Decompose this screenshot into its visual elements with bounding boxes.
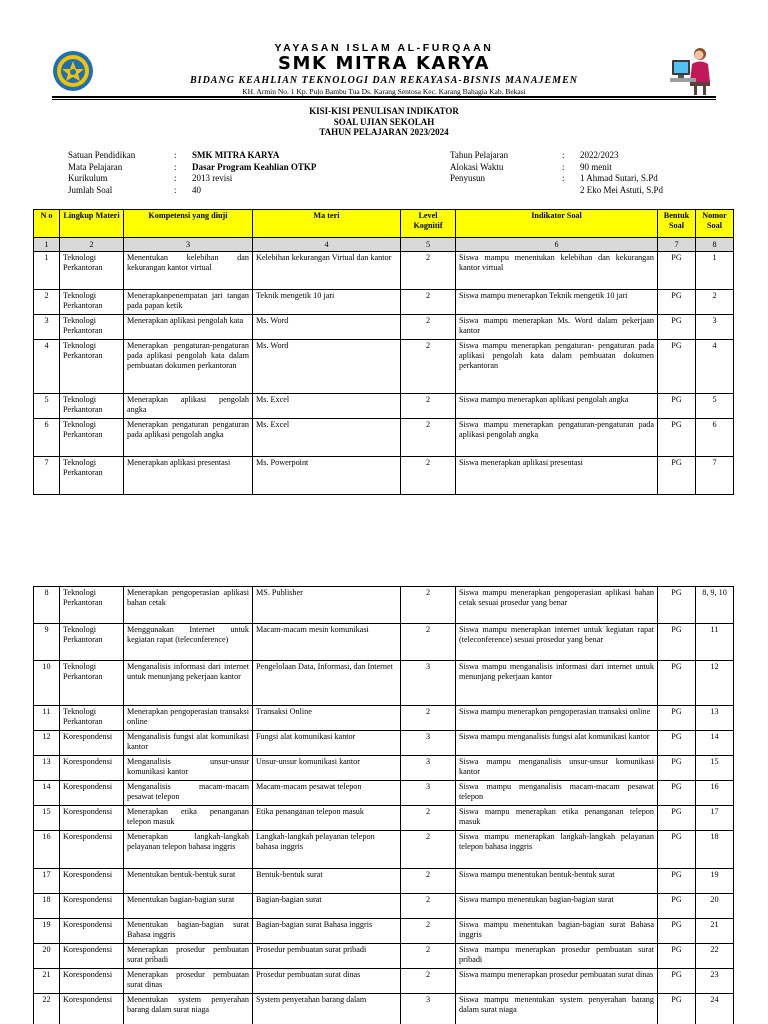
table-row: [34, 806, 734, 831]
table-row: [34, 731, 734, 756]
materi-cell: Langkah-langkah pelayanan telepon bahasa inggris: [253, 831, 401, 869]
indikator-soal-cell: Siswa mampu menerapkan pengaturan- pengaturan pada aplikasi pengolah kata dalam pembuatan dokumen perkantoran: [456, 340, 658, 394]
info-value: 40: [192, 185, 201, 196]
lingkup-materi-cell: Teknologi Perkantoran: [60, 457, 124, 495]
row-number-cell: 11: [34, 706, 60, 731]
nomor-soal-cell: 7: [696, 457, 734, 495]
indikator-soal-cell: Siswa mampu menerapkan langkah-langkah pelayanan telepon bahasa inggris: [456, 831, 658, 869]
materi-cell: Teknik mengetik 10 jari: [253, 290, 401, 315]
letterhead: [0, 0, 768, 104]
materi-cell: Prosedur pembuatan surat pribadi: [253, 944, 401, 969]
title-line-2: SOAL UJIAN SEKOLAH: [333, 116, 435, 127]
indikator-soal-cell: Siswa mampu menerapkan pengoperasian transaksi online: [456, 706, 658, 731]
info-row: [450, 173, 663, 185]
table-row: [34, 340, 734, 394]
indikator-soal-cell: Siswa mampu menerapkan aplikasi pengolah angka: [456, 394, 658, 419]
info-separator: :: [174, 161, 177, 172]
bentuk-soal-cell: PG: [658, 290, 696, 315]
bentuk-soal-cell: PG: [658, 969, 696, 994]
table-row: [34, 756, 734, 781]
materi-cell: Bagian-bagian surat Bahasa inggris: [253, 919, 401, 944]
level-kognitif-cell: 2: [401, 315, 456, 340]
bentuk-soal-cell: PG: [658, 457, 696, 495]
row-number-cell: 12: [34, 731, 60, 756]
level-kognitif-cell: 2: [401, 869, 456, 894]
bentuk-soal-cell: PG: [658, 661, 696, 706]
nomor-soal-cell: 13: [696, 706, 734, 731]
info-value: Dasar Program Keahlian OTKP: [192, 161, 317, 172]
nomor-soal-cell: 8, 9, 10: [696, 587, 734, 624]
indikator-soal-cell: Siswa mampu menerapkan Ms. Word dalam pekerjaan kantor: [456, 315, 658, 340]
row-number-cell: 9: [34, 624, 60, 661]
materi-cell: Bagian-bagian surat: [253, 894, 401, 919]
level-kognitif-cell: 2: [401, 944, 456, 969]
lingkup-materi-cell: Korespondensi: [60, 831, 124, 869]
materi-cell: Ms. Word: [253, 315, 401, 340]
kompetensi-cell: Menentukan kelebihan dan kekurangan kantor virtual: [124, 252, 253, 290]
field-name: BIDANG KEAHLIAN TEKNOLOGI DAN REKAYASA-BISNIS MANAJEMEN: [190, 75, 578, 86]
nomor-soal-cell: 17: [696, 806, 734, 831]
info-label: Alokasi Waktu: [450, 161, 504, 172]
row-number-cell: 3: [34, 315, 60, 340]
materi-cell: Etika penanganan telepon masuk: [253, 806, 401, 831]
info-row: [68, 173, 316, 185]
kompetensi-cell: Menerapkan prosedur pembuatan surat dinas: [124, 969, 253, 994]
bentuk-soal-cell: PG: [658, 315, 696, 340]
row-number-cell: 22: [34, 994, 60, 1024]
info-label: Mata Pelajaran: [68, 161, 123, 172]
column-number: 4: [253, 238, 401, 252]
row-number-cell: 16: [34, 831, 60, 869]
row-number-cell: 13: [34, 756, 60, 781]
table-row: [34, 290, 734, 315]
bentuk-soal-cell: PG: [658, 252, 696, 290]
level-kognitif-cell: 2: [401, 894, 456, 919]
nomor-soal-cell: 15: [696, 756, 734, 781]
lingkup-materi-cell: Korespondensi: [60, 806, 124, 831]
level-kognitif-cell: 3: [401, 781, 456, 806]
materi-cell: Ms. Powerpoint: [253, 457, 401, 495]
level-kognitif-cell: 3: [401, 756, 456, 781]
row-number-cell: 19: [34, 919, 60, 944]
table-row: [34, 587, 734, 624]
kompetensi-cell: Menganalisis informasi dari internet untuk menunjang pekerjaan kantor: [124, 661, 253, 706]
column-header: N o: [34, 210, 60, 238]
row-number-cell: 2: [34, 290, 60, 315]
nomor-soal-cell: 23: [696, 969, 734, 994]
info-label: Satuan Pendidikan: [68, 150, 136, 160]
info-separator: [562, 185, 580, 197]
table-header: [34, 210, 734, 238]
kompetensi-cell: Menganalisis fungsi alat komunikasi kantor: [124, 731, 253, 756]
info-separator: :: [174, 185, 177, 196]
lingkup-materi-cell: Teknologi Perkantoran: [60, 624, 124, 661]
info-label: Tahun Pelajaran: [450, 150, 509, 160]
nomor-soal-cell: 22: [696, 944, 734, 969]
lingkup-materi-cell: Teknologi Perkantoran: [60, 587, 124, 624]
kompetensi-cell: Menerapkan aplikasi presentasi: [124, 457, 253, 495]
bentuk-soal-cell: PG: [658, 831, 696, 869]
nomor-soal-cell: 3: [696, 315, 734, 340]
nomor-soal-cell: 14: [696, 731, 734, 756]
info-label: Penyusun: [450, 173, 486, 184]
column-number: 1: [34, 238, 60, 252]
kisi-kisi-table-page-1: [33, 209, 734, 495]
row-number-cell: 17: [34, 869, 60, 894]
column-header: Lingkup Materi: [60, 210, 124, 238]
kompetensi-cell: Menerapkanpenempatan jari tangan pada papan ketik: [124, 290, 253, 315]
level-kognitif-cell: 2: [401, 290, 456, 315]
indikator-soal-cell: Siswa mampu menerapkan Teknik mengetik 10 jari: [456, 290, 658, 315]
level-kognitif-cell: 2: [401, 969, 456, 994]
bentuk-soal-cell: PG: [658, 869, 696, 894]
level-kognitif-cell: 2: [401, 706, 456, 731]
title-line-3: TAHUN PELAJARAN 2023/2024: [319, 127, 449, 137]
table-row: [34, 944, 734, 969]
lingkup-materi-cell: Teknologi Perkantoran: [60, 340, 124, 394]
info-value: 90 menit: [580, 161, 612, 172]
column-number: 7: [658, 238, 696, 252]
table-row: [34, 831, 734, 869]
indikator-soal-cell: Siswa mampu menentukan system penyerahan barang dalam surat niaga: [456, 994, 658, 1024]
lingkup-materi-cell: Teknologi Perkantoran: [60, 706, 124, 731]
nomor-soal-cell: 12: [696, 661, 734, 706]
info-value: 2013 revisi: [192, 173, 233, 184]
level-kognitif-cell: 2: [401, 806, 456, 831]
level-kognitif-cell: 2: [401, 340, 456, 394]
kompetensi-cell: Menerapkan pengoperasian transaksi online: [124, 706, 253, 731]
lingkup-materi-cell: Korespondensi: [60, 919, 124, 944]
table-row: [34, 252, 734, 290]
level-kognitif-cell: 2: [401, 919, 456, 944]
materi-cell: Pengelolaan Data, Informasi, dan Internet: [253, 661, 401, 706]
indikator-soal-cell: Siswa mampu menerapkan prosedur pembuatan surat dinas: [456, 969, 658, 994]
column-number: 3: [124, 238, 253, 252]
info-row: [450, 162, 663, 174]
materi-cell: Kelebihan kekurangan Virtual dan kantor: [253, 252, 401, 290]
kompetensi-cell: Menentukan bagian-bagian surat: [124, 894, 253, 919]
kompetensi-cell: Menerapkan pengaturan pengaturan pada aplikasi pengolah angka: [124, 419, 253, 457]
nomor-soal-cell: 11: [696, 624, 734, 661]
info-separator: :: [562, 161, 565, 172]
indikator-soal-cell: Siswa mampu menganalisis informasi dari internet untuk menunjang pekerjaan kantor: [456, 661, 658, 706]
nomor-soal-cell: 1: [696, 252, 734, 290]
row-number-cell: 21: [34, 969, 60, 994]
column-header: Ma teri: [253, 210, 401, 238]
nomor-soal-cell: 5: [696, 394, 734, 419]
materi-cell: Fungsi alat komunikasi kantor: [253, 731, 401, 756]
row-number-cell: 14: [34, 781, 60, 806]
bentuk-soal-cell: PG: [658, 731, 696, 756]
lingkup-materi-cell: Korespondensi: [60, 869, 124, 894]
lingkup-materi-cell: Korespondensi: [60, 731, 124, 756]
indikator-soal-cell: Siswa mampu menganalisis macam-macam pesawat telepon: [456, 781, 658, 806]
bentuk-soal-cell: PG: [658, 419, 696, 457]
table-row: [34, 894, 734, 919]
info-label: Jumlah Soal: [68, 185, 113, 196]
info-row: [450, 150, 663, 162]
bentuk-soal-cell: PG: [658, 919, 696, 944]
table-row: [34, 994, 734, 1024]
kompetensi-cell: Menerapkan pengaturan-pengaturan pada aplikasi pengolah kata dalam pembuatan dokumen perkantoran: [124, 340, 253, 394]
lingkup-materi-cell: Korespondensi: [60, 969, 124, 994]
kompetensi-cell: Menganalisis unsur-unsur komunikasi kantor: [124, 756, 253, 781]
nomor-soal-cell: 2: [696, 290, 734, 315]
kompetensi-cell: Menerapkan aplikasi pengolah angka: [124, 394, 253, 419]
column-number: 2: [60, 238, 124, 252]
indikator-soal-cell: Siswa mampu menerapkan internet untuk kegiatan rapat (teleconference) sesuai prosedur yang benar: [456, 624, 658, 661]
info-label: Kurikulum: [68, 173, 108, 184]
nomor-soal-cell: 16: [696, 781, 734, 806]
materi-cell: Ms. Excel: [253, 394, 401, 419]
indikator-soal-cell: Siswa mampu menganalisis fungsi alat komunikasi kantor: [456, 731, 658, 756]
nomor-soal-cell: 21: [696, 919, 734, 944]
row-number-cell: 10: [34, 661, 60, 706]
info-separator: :: [562, 173, 565, 184]
bentuk-soal-cell: PG: [658, 806, 696, 831]
column-number: 5: [401, 238, 456, 252]
indikator-soal-cell: Siswa mampu menentukan kelebihan dan kekurangan kantor virtual: [456, 252, 658, 290]
info-value: SMK MITRA KARYA: [192, 150, 280, 160]
column-header: Kompetensi yang diuji: [124, 210, 253, 238]
column-header: Level Kognitif: [401, 210, 456, 238]
letterhead-rule-thin: [52, 99, 716, 100]
level-kognitif-cell: 2: [401, 394, 456, 419]
kisi-kisi-table-page-2: [33, 586, 734, 1024]
row-number-cell: 7: [34, 457, 60, 495]
nomor-soal-cell: 19: [696, 869, 734, 894]
row-number-cell: 4: [34, 340, 60, 394]
school-emblem-icon: [52, 50, 94, 92]
row-number-cell: 8: [34, 587, 60, 624]
lingkup-materi-cell: Korespondensi: [60, 756, 124, 781]
level-kognitif-cell: 2: [401, 587, 456, 624]
lingkup-materi-cell: Teknologi Perkantoran: [60, 290, 124, 315]
row-number-cell: 20: [34, 944, 60, 969]
kompetensi-cell: Menggunakan Internet untuk kegiatan rapat (teleconference): [124, 624, 253, 661]
lingkup-materi-cell: Korespondensi: [60, 994, 124, 1024]
level-kognitif-cell: 2: [401, 831, 456, 869]
materi-cell: Bentuk-bentuk surat: [253, 869, 401, 894]
indikator-soal-cell: Siswa mampu menentukan bagian-bagian surat Bahasa inggris: [456, 919, 658, 944]
kompetensi-cell: Menentukan system penyerahan barang dalam surat niaga: [124, 994, 253, 1024]
bentuk-soal-cell: PG: [658, 944, 696, 969]
table-row: [34, 869, 734, 894]
materi-cell: Ms. Word: [253, 340, 401, 394]
bentuk-soal-cell: PG: [658, 994, 696, 1024]
kompetensi-cell: Menerapkan langkah-langkah pelayanan telepon bahasa inggris: [124, 831, 253, 869]
materi-cell: MS. Publisher: [253, 587, 401, 624]
kompetensi-cell: Menerapkan pengoperasian aplikasi bahan cetak: [124, 587, 253, 624]
indikator-soal-cell: Siswa mampu menentukan bentuk-bentuk surat: [456, 869, 658, 894]
row-number-cell: 5: [34, 394, 60, 419]
table-row: [34, 315, 734, 340]
level-kognitif-cell: 3: [401, 731, 456, 756]
indikator-soal-cell: Siswa mampu menganalisis unsur-unsur komunikasi kantor: [456, 756, 658, 781]
school-name: SMK MITRA KARYA: [277, 53, 491, 74]
info-separator: :: [174, 150, 177, 160]
indikator-soal-cell: Siswa mampu menerapkan prosedur pembuatan surat pribadi: [456, 944, 658, 969]
info-row: [68, 150, 316, 162]
info-separator: :: [562, 150, 565, 160]
level-kognitif-cell: 3: [401, 661, 456, 706]
bentuk-soal-cell: PG: [658, 340, 696, 394]
table-row: [34, 919, 734, 944]
letterhead-rule: [52, 96, 716, 98]
nomor-soal-cell: 4: [696, 340, 734, 394]
indikator-soal-cell: Siswa mampu menerapkan pengaturan-pengaturan pada aplikasi pengolah angka: [456, 419, 658, 457]
materi-cell: Macam-macam pesawat telepon: [253, 781, 401, 806]
materi-cell: System penyerahan barang dalam: [253, 994, 401, 1024]
title-line-1: KISI-KISI PENULISAN INDIKATOR: [309, 106, 459, 116]
bentuk-soal-cell: PG: [658, 756, 696, 781]
info-row: [68, 185, 316, 197]
letterhead-text: [110, 42, 658, 97]
indikator-soal-cell: Siswa menerapkan aplikasi presentasi: [456, 457, 658, 495]
lingkup-materi-cell: Teknologi Perkantoran: [60, 419, 124, 457]
table-row: [34, 419, 734, 457]
nomor-soal-cell: 18: [696, 831, 734, 869]
materi-cell: Unsur-unsur komunikasi kantor: [253, 756, 401, 781]
kompetensi-cell: Menerapkan etika penanganan telepon masuk: [124, 806, 253, 831]
table-row: [34, 661, 734, 706]
bentuk-soal-cell: PG: [658, 781, 696, 806]
document-title: [0, 106, 768, 138]
kompetensi-cell: Menentukan bentuk-bentuk surat: [124, 869, 253, 894]
lingkup-materi-cell: Teknologi Perkantoran: [60, 252, 124, 290]
info-left: [68, 150, 316, 197]
kompetensi-cell: Menganalisis macam-macam pesawat telepon: [124, 781, 253, 806]
table-row: [34, 394, 734, 419]
level-kognitif-cell: 2: [401, 624, 456, 661]
row-number-cell: 15: [34, 806, 60, 831]
column-header: Nomor Soal: [696, 210, 734, 238]
indikator-soal-cell: Siswa mampu menerapkan etika penanganan telepon masuk: [456, 806, 658, 831]
info-separator: :: [174, 173, 177, 184]
info-value: 2 Eko Mei Astuti, S.Pd: [580, 185, 664, 196]
materi-cell: Prosedur pembuatan surat dinas: [253, 969, 401, 994]
computer-user-icon: [668, 44, 718, 96]
info-right: [450, 150, 663, 197]
level-kognitif-cell: 2: [401, 252, 456, 290]
table-row: [34, 969, 734, 994]
table-row: [34, 706, 734, 731]
foundation-name: YAYASAN ISLAM AL-FURQAAN: [274, 42, 494, 54]
bentuk-soal-cell: PG: [658, 894, 696, 919]
indikator-soal-cell: Siswa mampu menerapkan pengoperasian aplikasi bahan cetak sesuai prosedur yang benar: [456, 587, 658, 624]
bentuk-soal-cell: PG: [658, 587, 696, 624]
bentuk-soal-cell: PG: [658, 394, 696, 419]
kompetensi-cell: Menerapkan aplikasi pengolah kata: [124, 315, 253, 340]
lingkup-materi-cell: Teknologi Perkantoran: [60, 661, 124, 706]
nomor-soal-cell: 6: [696, 419, 734, 457]
school-address: KH. Armin No. 1 Kp. Pulo Bambu Tua Ds. Karang Sentosa Kec. Karang Bahagia Kab. Bekasi: [242, 87, 526, 96]
column-header: Indikator Soal: [456, 210, 658, 238]
info-value: 1 Ahmad Sutari, S.Pd: [580, 173, 658, 184]
indikator-soal-cell: Siswa mampu menentukan bagian-bagian surat: [456, 894, 658, 919]
kompetensi-cell: Menerapkan prosedur pembuatan surat pribadi: [124, 944, 253, 969]
column-header: Bentuk Soal: [658, 210, 696, 238]
nomor-soal-cell: 24: [696, 994, 734, 1024]
materi-cell: Ms. Excel: [253, 419, 401, 457]
info-label: [450, 185, 562, 197]
materi-cell: Macam-macam mesin komunikasi: [253, 624, 401, 661]
info-row: [450, 185, 663, 197]
kompetensi-cell: Menentukan bagian-bagian surat Bahasa inggris: [124, 919, 253, 944]
level-kognitif-cell: 3: [401, 994, 456, 1024]
lingkup-materi-cell: Korespondensi: [60, 894, 124, 919]
bentuk-soal-cell: PG: [658, 624, 696, 661]
materi-cell: Transaksi Online: [253, 706, 401, 731]
level-kognitif-cell: 2: [401, 457, 456, 495]
column-number: 6: [456, 238, 658, 252]
column-number: 8: [696, 238, 734, 252]
row-number-cell: 1: [34, 252, 60, 290]
row-number-cell: 18: [34, 894, 60, 919]
row-number-cell: 6: [34, 419, 60, 457]
lingkup-materi-cell: Korespondensi: [60, 781, 124, 806]
table-row: [34, 624, 734, 661]
level-kognitif-cell: 2: [401, 419, 456, 457]
lingkup-materi-cell: Korespondensi: [60, 944, 124, 969]
table-row: [34, 457, 734, 495]
info-row: [68, 162, 316, 174]
lingkup-materi-cell: Teknologi Perkantoran: [60, 315, 124, 340]
table-row: [34, 781, 734, 806]
bentuk-soal-cell: PG: [658, 706, 696, 731]
nomor-soal-cell: 20: [696, 894, 734, 919]
lingkup-materi-cell: Teknologi Perkantoran: [60, 394, 124, 419]
info-value: 2022/2023: [580, 150, 619, 160]
table-number-row: [34, 238, 734, 252]
